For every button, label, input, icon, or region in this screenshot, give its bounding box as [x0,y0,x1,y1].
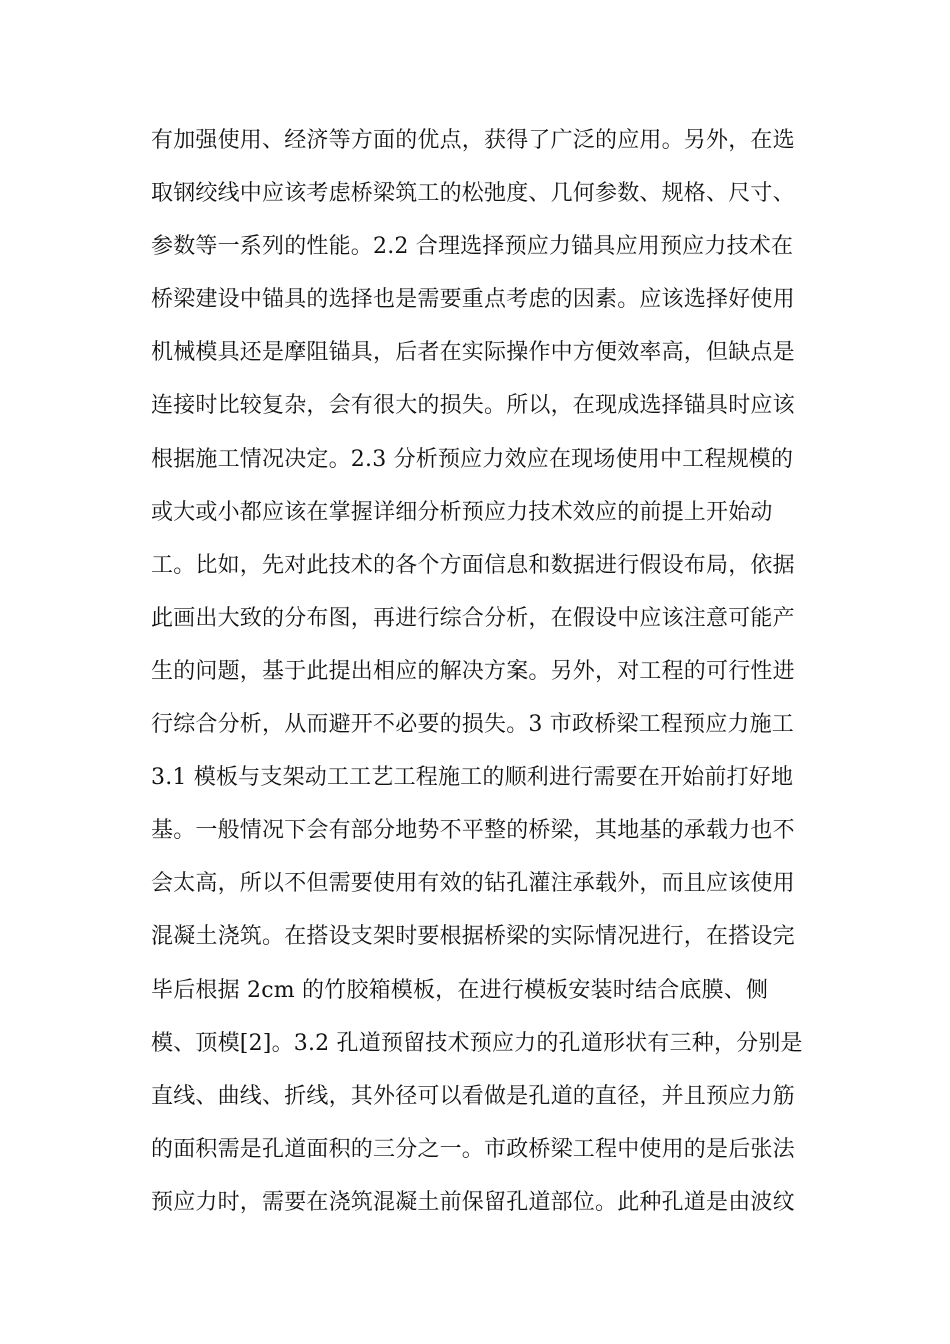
text-line: 桥梁建设中锚具的选择也是需要重点考虑的因素。应该选择好使用 [151,287,795,313]
text-line: 参数等一系列的性能。2.2 合理选择预应力锚具应用预应力技术在 [151,234,794,260]
text-line: 毕后根据 2cm 的竹胶箱模板，在进行模板安装时结合底膜、侧 [151,977,769,1003]
text-line: 根据施工情况决定。2.3 分析预应力效应在现场使用中工程规模的 [151,446,794,472]
text-line: 此画出大致的分布图，再进行综合分析，在假设中应该注意可能产 [151,605,795,631]
text-line: 机械模具还是摩阻锚具，后者在实际操作中方便效率高，但缺点是 [151,340,795,366]
text-line: 取钢绞线中应该考虑桥梁筑工的松弛度、几何参数、规格、尺寸、 [151,181,795,207]
body-text [151,114,811,1229]
text-line: 有加强使用、经济等方面的优点，获得了广泛的应用。另外，在选 [151,128,795,153]
text-line: 生的问题，基于此提出相应的解决方案。另外，对工程的可行性进 [151,658,795,684]
text-line: 模、顶模[2]。3.2 孔道预留技术预应力的孔道形状有三种，分别是 [151,1030,803,1056]
text-line: 或大或小都应该在掌握详细分析预应力技术效应的前提上开始动 [151,499,773,525]
text-line: 工。比如，先对此技术的各个方面信息和数据进行假设布局，依据 [151,552,795,578]
text-line: 混凝土浇筑。在搭设支架时要根据桥梁的实际情况进行，在搭设完 [151,924,795,950]
text-line: 会太高，所以不但需要使用有效的钻孔灌注承载外，而且应该使用 [151,871,795,897]
text-line: 连接时比较复杂，会有很大的损失。所以，在现成选择锚具时应该 [151,393,795,419]
text-line: 3.1 模板与支架动工工艺工程施工的顺利进行需要在开始前打好地 [151,765,794,791]
text-line: 直线、曲线、折线，其外径可以看做是孔道的直径，并且预应力筋 [151,1083,795,1109]
text-line: 预应力时，需要在浇筑混凝土前保留孔道部位。此种孔道是由波纹 [151,1189,795,1215]
text-line: 基。一般情况下会有部分地势不平整的桥梁，其地基的承载力也不 [151,818,795,844]
text-line: 行综合分析，从而避开不必要的损失。3 市政桥梁工程预应力施工 [151,712,794,738]
text-line: 的面积需是孔道面积的三分之一。市政桥梁工程中使用的是后张法 [151,1136,795,1162]
